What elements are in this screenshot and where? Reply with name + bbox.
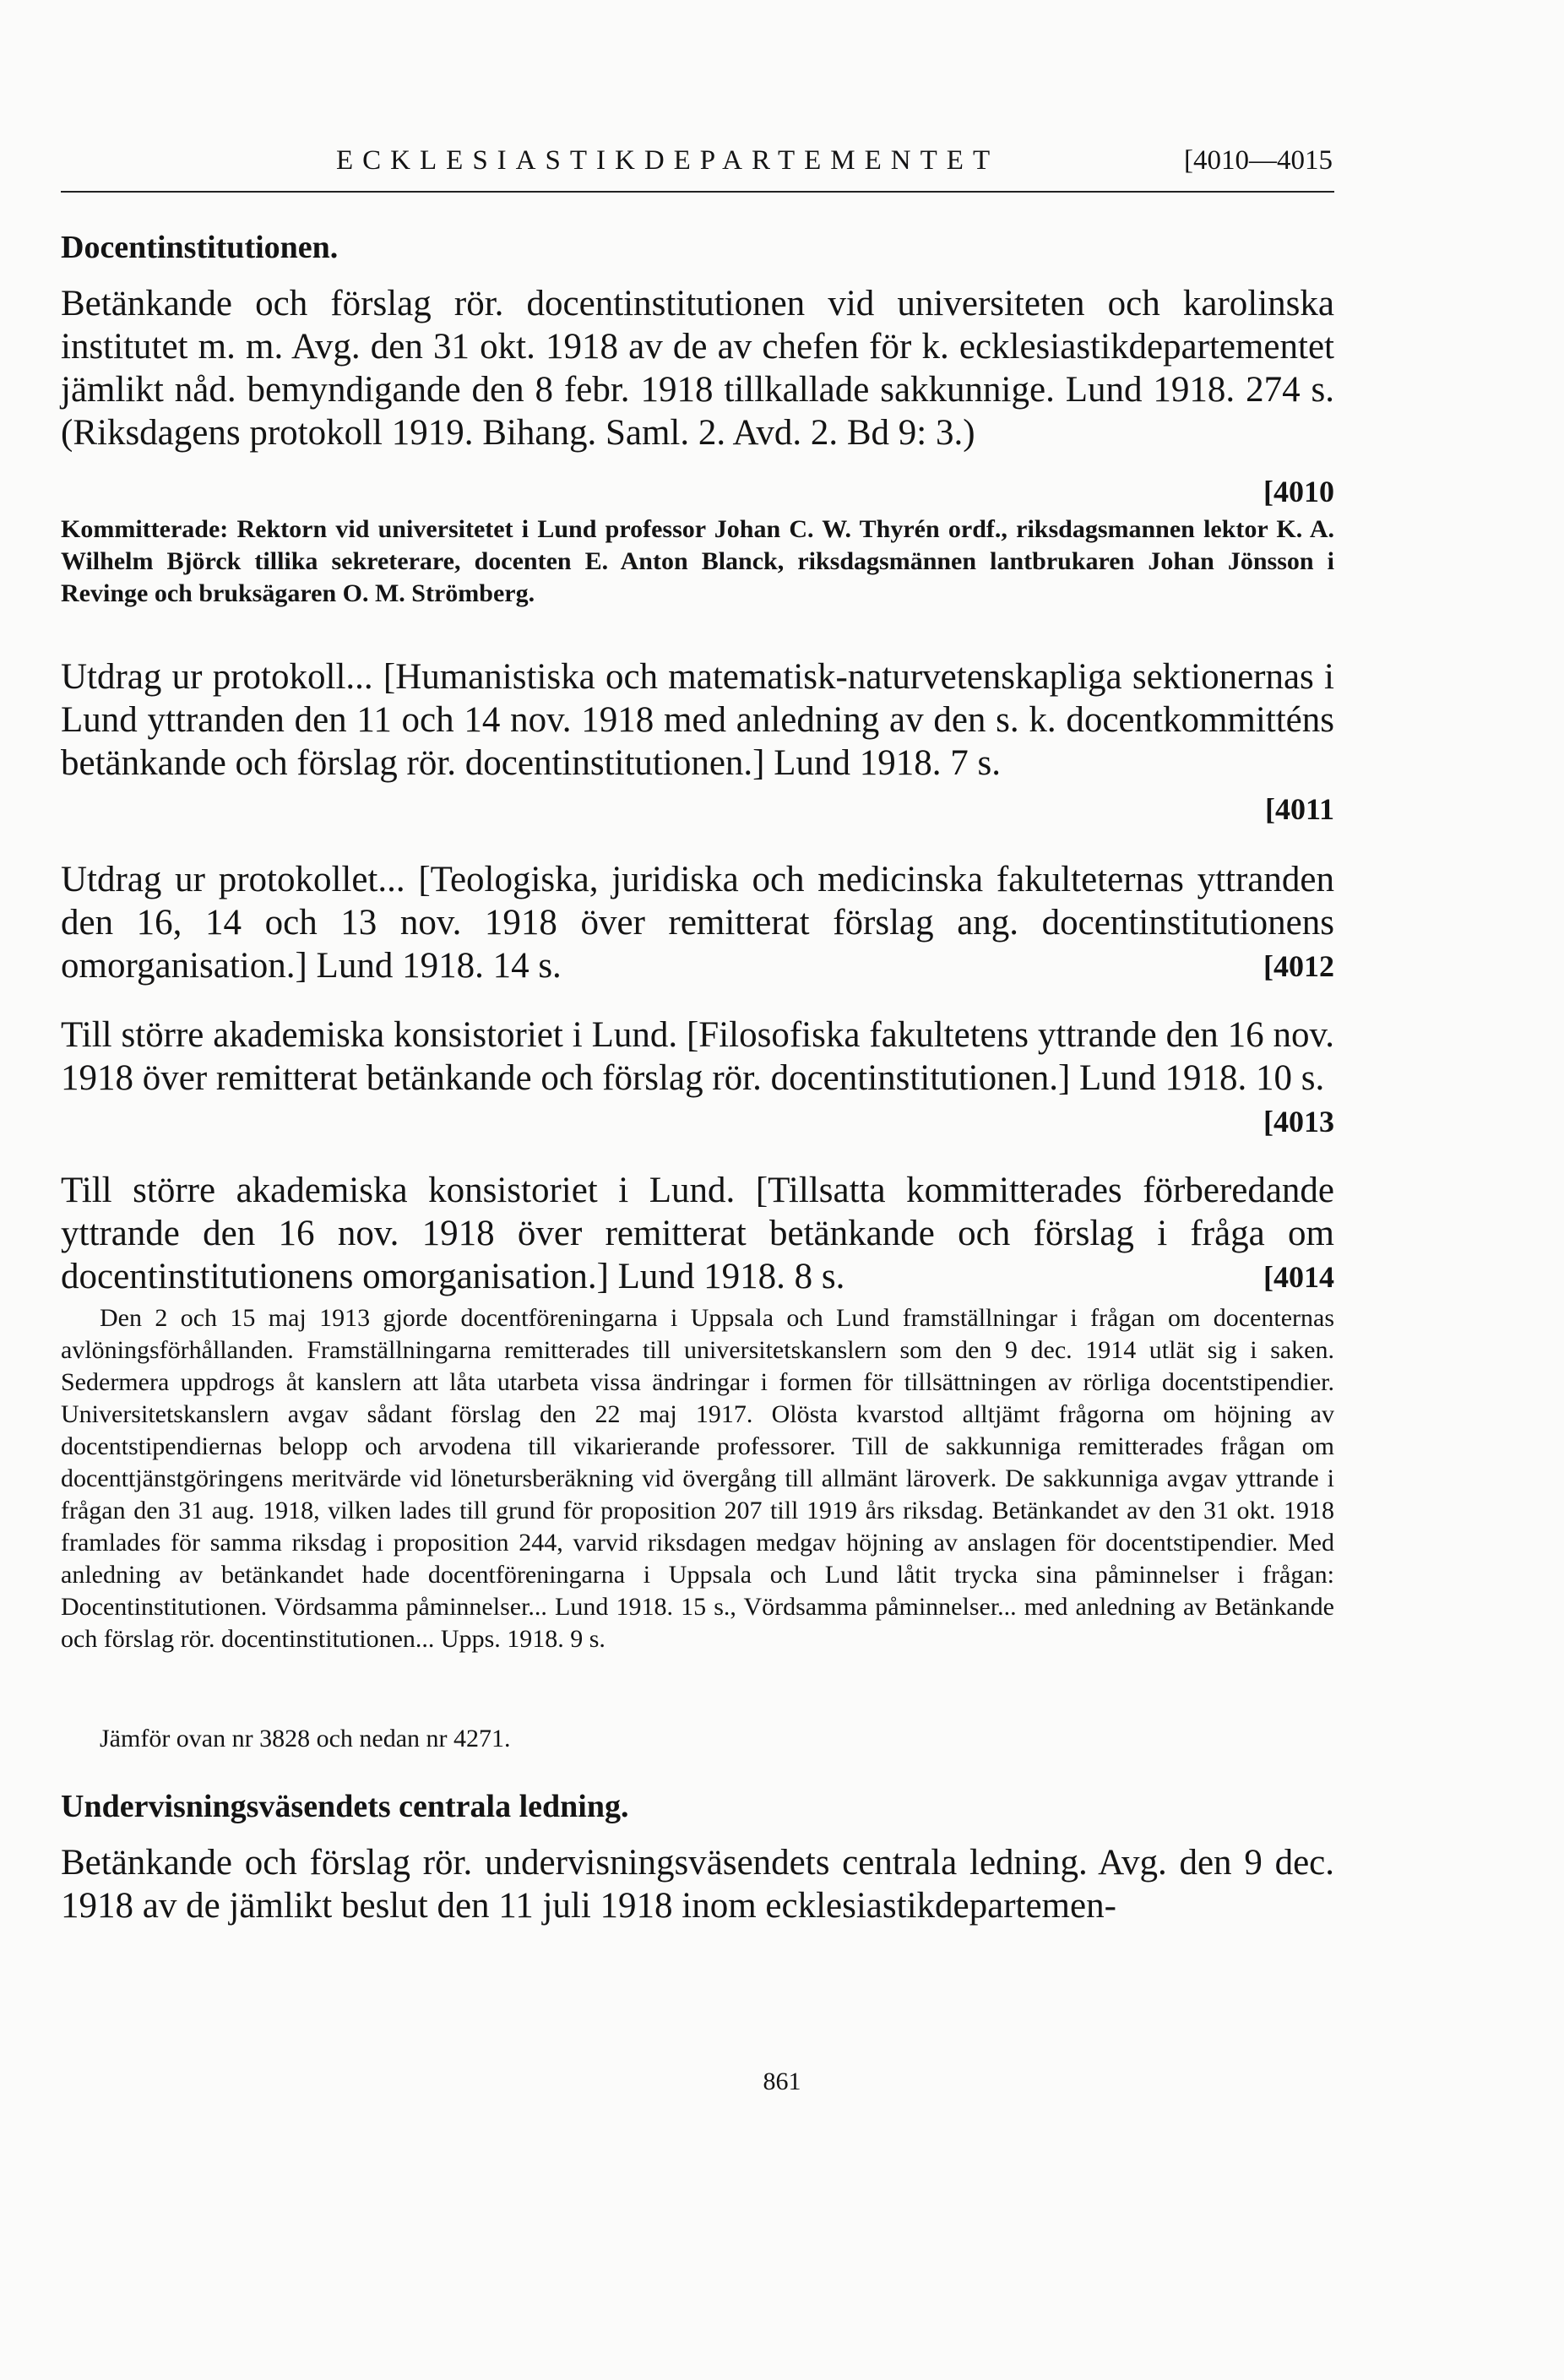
entry-4015: [61, 1841, 1334, 1927]
entry-text: Utdrag ur protokollet... [Teologiska, juridiska och medicinska fakulteternas yttranden den 16, 14 och 13 nov. 1918 över remitterat förslag ang. docentinstitutionens omorganisation.] Lund 1918. 14 s.: [61, 860, 1334, 986]
section-title-docentinstitutionen: Docentinstitutionen.: [61, 230, 339, 265]
cross-reference: Jämför ovan nr 3828 och nedan nr 4271.: [100, 1725, 511, 1752]
entry-text: Till större akademiska konsistoriet i Lund. [Filosofiska fakultetens yttrande den 16 nov. 1918 över remitterat betänkande och förslag rör. docentinstitutionen.] Lund 1918. 10 s.: [61, 1015, 1334, 1098]
entry-text: Till större akademiska konsistoriet i Lund. [Tillsatta kommitterades förberedande yttrande den 16 nov. 1918 över remitterat betänkande och förslag i fråga om docentinstitutionens omorganisation.] Lund 1918. 8 s.: [61, 1171, 1334, 1296]
running-title: ECKLESIASTIKDEPARTEMENTET: [336, 145, 1000, 176]
page-number: 861: [763, 2068, 801, 2095]
entry-4014: [61, 1169, 1334, 1298]
entry-number: [4010: [1263, 475, 1334, 508]
entry-note: Kommitterade: Rektorn vid universitetet i Lund professor Johan C. W. Thyrén ordf., riksdagsmannen lektor K. A. Wilhelm Björck tillika sekreterare, docenten E. Anton Blanck, riksdagsmännen lantbrukaren Johan Jönsson i Revinge och bruksägaren O. M. Strömberg.: [61, 515, 1334, 607]
entry-text: Betänkande och förslag rör. undervisningsväsendets centrala ledning. Avg. den 9 dec. 1918 av de jämlikt beslut den 11 juli 1918 inom ecklesiastikdepartemen-: [61, 1843, 1334, 1926]
entry-number: [4014: [1263, 1260, 1334, 1294]
running-header: [61, 144, 1334, 193]
entry-4012: [61, 858, 1334, 987]
entry-range: [4010—4015: [1184, 145, 1333, 176]
entry-number: [4012: [1263, 949, 1334, 983]
section-title-central-ledning: Undervisningsväsendets centrala ledning.: [61, 1789, 629, 1824]
entry-number: [4011: [1264, 792, 1334, 826]
entry-4013: [61, 1013, 1334, 1100]
entry-number: [4013: [1263, 1105, 1334, 1138]
entry-text: Betänkande och förslag rör. docentinstitutionen vid universiteten och karolinska institutet m. m. Avg. den 31 okt. 1918 av de av chefen för k. ecklesiastikdepartementet jämlikt nåd. bemyndigande den 8 febr. 1918 tillkallade sakkunnige. Lund 1918. 274 s. (Riksdagens protokoll 1919. Bihang. Saml. 2. Avd. 2. Bd 9: 3.): [61, 284, 1334, 453]
entry-note: Den 2 och 15 maj 1913 gjorde docentföreningarna i Uppsala och Lund framställningar i frågan om docenternas avlöningsförhållanden. Framställningarna remitterades till universitetskanslern som den 9 dec. 1914 utlät sig i saken. Sedermera uppdrogs åt kanslern att låta utarbeta vissa ändringar i formen för tillsättningen av rörliga docentstipendier. Universitetskanslern avgav sådant förslag den 22 maj 1917. Olösta kvarstod alltjämt frågorna om höjning av docentstipendiernas belopp och arvodena till vikarierande professorer. Till de sakkunniga remitterades frågan om docenttjänstgöringens meritvärde vid lönetursberäkning vid övergång till allmänt läroverk. De sakkunniga avgav yttrande i frågan den 31 aug. 1918, vilken lades till grund för proposition 207 till 1919 års riksdag. Betänkandet av den 31 okt. 1918 framlades för samma riksdag i proposition 244, varvid riksdagen medgav höjning av anslagen för docentstipendier. Med anledning av betänkandet hade docentföreningarna i Uppsala och Lund låtit trycka sina påminnelser i frågan: Docentinstitutionen. Vördsamma påminnelser... Lund 1918. 15 s., Vördsamma påminnelser... med anledning av Betänkande och förslag rör. docentinstitutionen... Upps. 1918. 9 s.: [61, 1304, 1334, 1653]
entry-text: Utdrag ur protokoll... [Humanistiska och matematisk-naturvetenskapliga sektionernas i Lund yttranden den 11 och 14 nov. 1918 med anledning av den s. k. docentkommitténs betänkande och förslag rör. docentinstitutionen.] Lund 1918. 7 s.: [61, 657, 1334, 783]
entry-4010: [61, 282, 1334, 454]
entry-4011: [61, 655, 1334, 785]
